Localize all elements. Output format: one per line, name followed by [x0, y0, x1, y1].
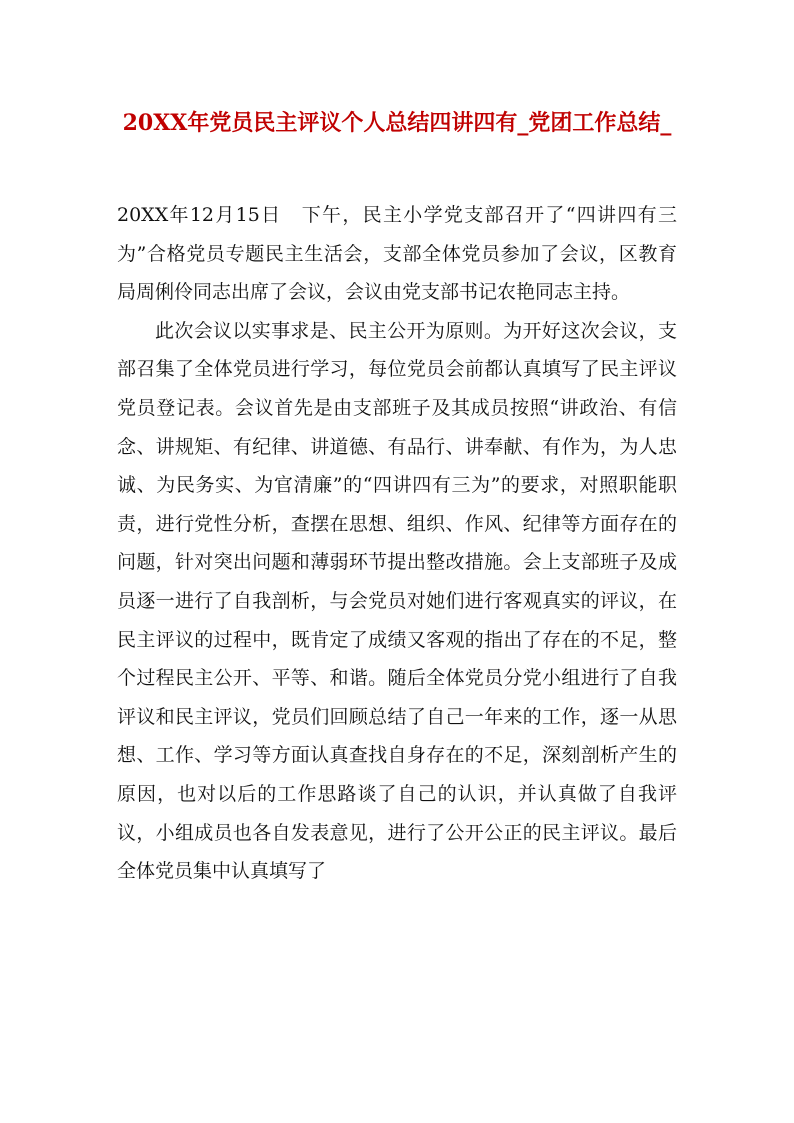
document-body	[117, 196, 677, 891]
paragraph-2: 此次会议以实事求是、民主公开为原则。为开好这次会议，支部召集了全体党员进行学习，每位党员会前都认真填写了民主评议党员登记表。会议首先是由支部班子及其成员按照“讲政治、有信念、讲规矩、有纪律、讲道德、有品行、讲奉献、有作为，为人忠诚、为民务实、为官清廉”的“四讲四有三为”的要求，对照职能职责，进行党性分析，查摆在思想、组织、作风、纪律等方面存在的问题，针对突出问题和薄弱环节提出整改措施。会上支部班子及成员逐一进行了自我剖析，与会党员对她们进行客观真实的评议，在民主评议的过程中，既肯定了成绩又客观的指出了存在的不足，整个过程民主公开、平等、和谐。随后全体党员分党小组进行了自我评议和民主评议，党员们回顾总结了自己一年来的工作，逐一从思想、工作、学习等方面认真查找自身存在的不足，深刻剖析产生的原因，也对以后的工作思路谈了自己的认识，并认真做了自我评议，小组成员也各自发表意见，进行了公开公正的民主评议。最后全体党员集中认真填写了	[117, 319, 677, 883]
paragraph-1: 20XX年12月15日 下午，民主小学党支部召开了“四讲四有三为”合格党员专题民主生活会，支部全体党员参加了会议，区教育局周俐伶同志出席了会议，会议由党支部书记农艳同志主持。	[117, 204, 677, 304]
document-title: 20XX年党员民主评议个人总结四讲四有_党团工作总结_	[122, 110, 672, 136]
